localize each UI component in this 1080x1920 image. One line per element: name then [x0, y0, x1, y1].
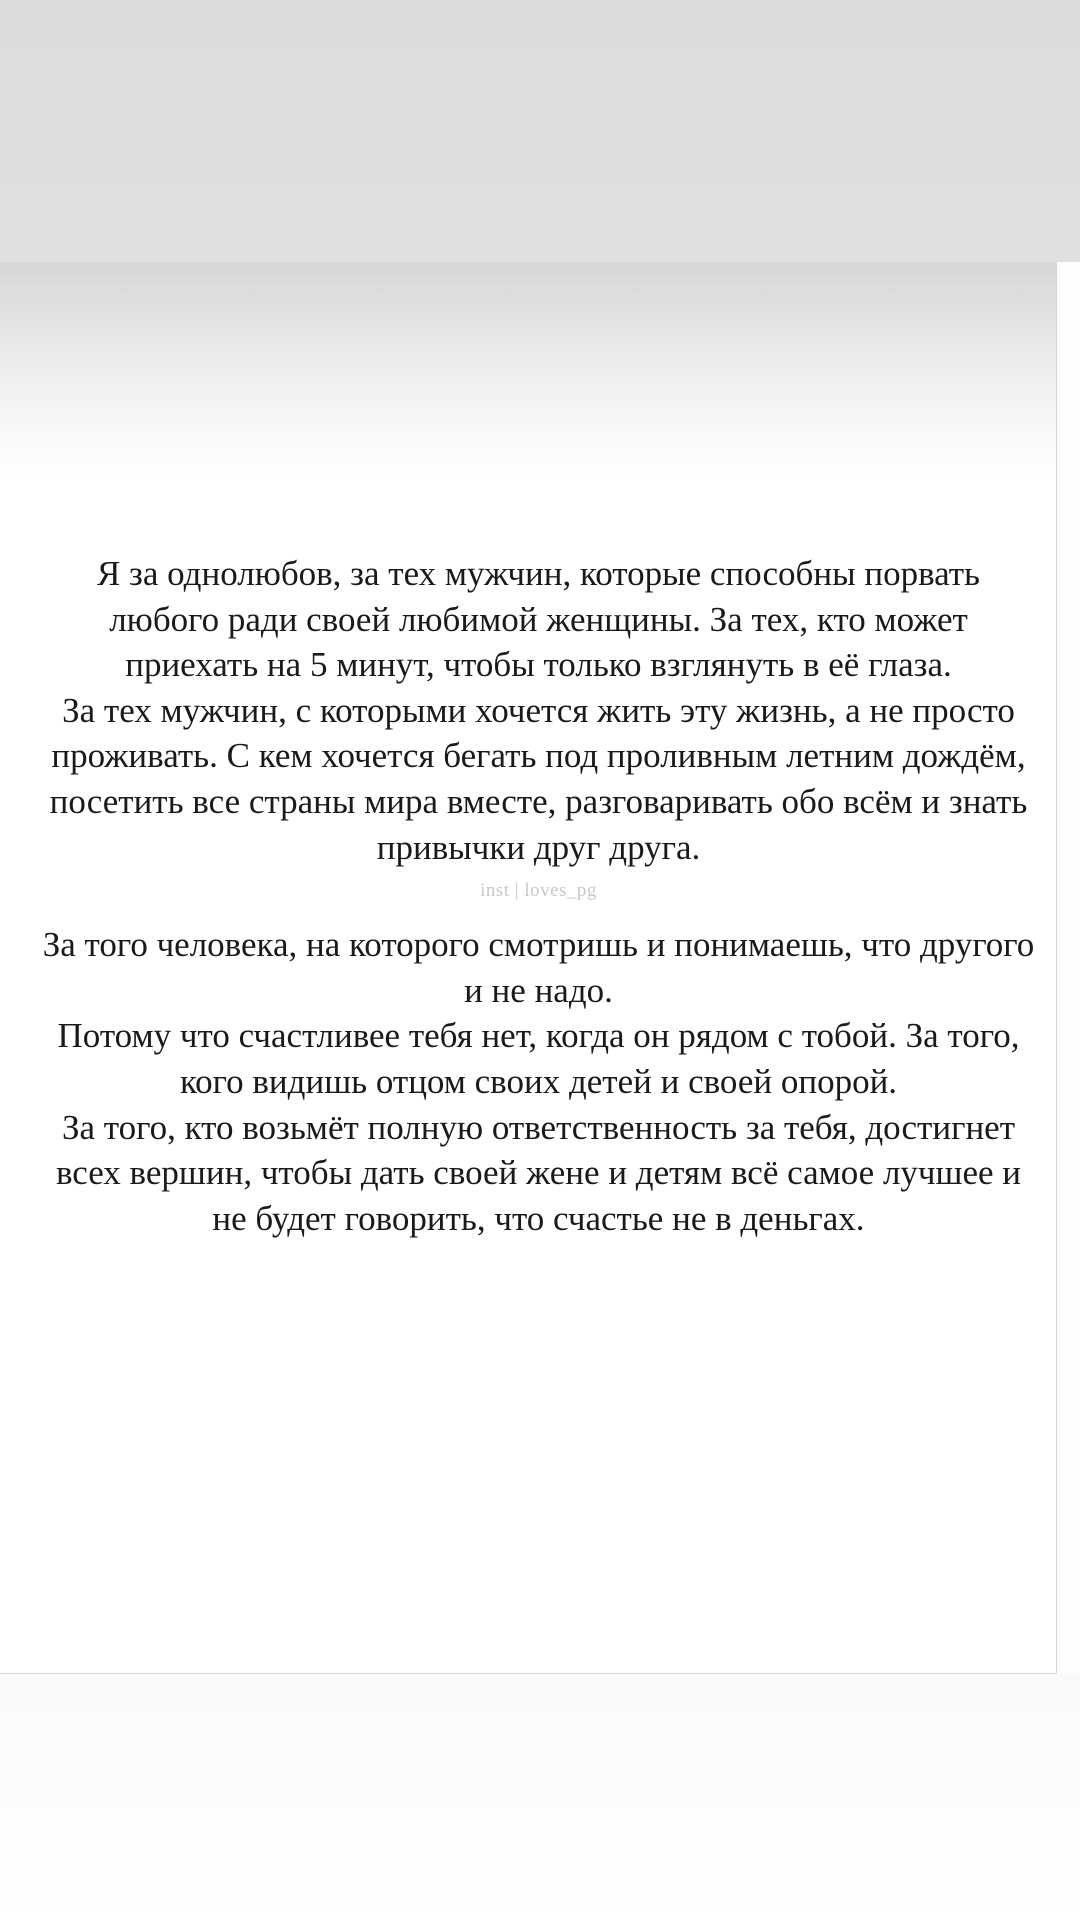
story-paragraph: За тех мужчин, с которыми хочется жить эту жизнь, а не просто проживать. С кем хочется бегать под проливным летним дождём, посетить все страны мира вместе, разговаривать обо всём и знать привычки друг друга. — [49, 690, 1028, 867]
story-text — [40, 551, 1037, 1241]
top-backdrop — [0, 0, 1080, 262]
story-paragraph: Я за однолюбов, за тех мужчин, которые способны порвать любого ради своей любимой женщины. За тех, кто может приехать на 5 минут, чтобы только взглянуть в её глаза. — [96, 554, 981, 685]
story-paragraph: Потому что счастливее тебя нет, когда он рядом с тобой. За того, кого видишь отцом своих детей и своей опорой. — [57, 1016, 1020, 1101]
story-paragraph: За того человека, на которого смотришь и понимаешь, что другого и не надо. — [42, 925, 1035, 1010]
watermark-text: inst | loves_pg — [480, 880, 597, 902]
story-card — [0, 262, 1057, 1674]
bottom-backdrop — [0, 1674, 1080, 1920]
card-top-shade — [0, 263, 1056, 478]
story-paragraph: За того, кто возьмёт полную ответственность за тебя, достигнет всех вершин, чтобы дать своей жене и детям всё самое лучшее и не будет говорить, что счастье не в деньгах. — [55, 1107, 1022, 1238]
right-edge-strip — [1057, 262, 1080, 1674]
